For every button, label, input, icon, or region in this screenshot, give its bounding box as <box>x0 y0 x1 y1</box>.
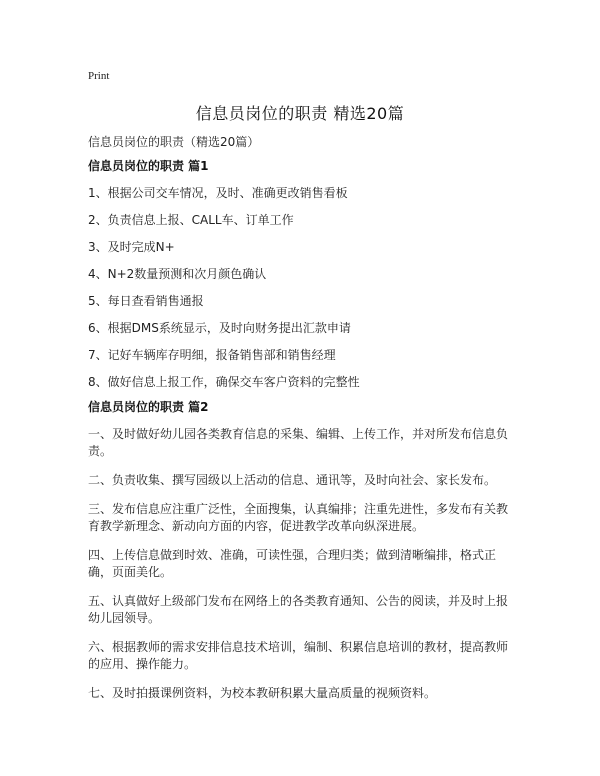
list-item: 三、发布信息应注重广泛性，全面搜集，认真编排；注重先进性，多发布有关教育教学新理念、新动向方面的内容，促进教学改革向纵深进展。 <box>88 502 509 533</box>
section-2 <box>88 399 512 702</box>
list-item: 3、及时完成N+ <box>88 240 175 254</box>
list-item: 一、及时做好幼儿园各类教育信息的采集、编辑、上传工作，并对所发布信息负责。 <box>88 427 509 458</box>
document-subtitle: 信息员岗位的职责（精选20篇） <box>88 135 260 149</box>
list-item: 七、及时拍摄课例资料，为校本教研积累大量高质量的视频资料。 <box>88 686 437 700</box>
list-item: 六、根据教师的需求安排信息技术培训，编制、积累信息培训的教材，提高教师的应用、操作能力。 <box>88 640 509 671</box>
list-item: 二、负责收集、撰写园级以上活动的信息、通讯等，及时向社会、家长发布。 <box>88 473 497 487</box>
list-item: 6、根据DMS系统显示，及时向财务提出汇款申请 <box>88 321 351 335</box>
list-item: 4、N+2数量预测和次月颜色确认 <box>88 267 267 281</box>
section-heading: 信息员岗位的职责 篇2 <box>88 400 209 414</box>
section-heading: 信息员岗位的职责 篇1 <box>88 159 209 173</box>
list-item: 7、记好车辆库存明细，报备销售部和销售经理 <box>88 348 336 362</box>
print-label[interactable]: Print <box>88 70 110 82</box>
list-item: 五、认真做好上级部门发布在网络上的各类教育通知、公告的阅读，并及时上报幼儿园领导。 <box>88 594 509 625</box>
page-title: 信息员岗位的职责 精选20篇 <box>195 104 405 123</box>
list-item: 8、做好信息上报工作，确保交车客户资料的完整性 <box>88 375 360 389</box>
section-1 <box>88 158 512 390</box>
list-item: 5、每日查看销售通报 <box>88 294 204 308</box>
list-item: 四、上传信息做到时效、准确，可读性强，合理归类；做到清晰编排，格式正确，页面美化。 <box>88 548 497 579</box>
list-item: 1、根据公司交车情况，及时、准确更改销售看板 <box>88 186 348 200</box>
document-content <box>88 158 512 714</box>
list-item: 2、负责信息上报、CALL车、订单工作 <box>88 213 294 227</box>
